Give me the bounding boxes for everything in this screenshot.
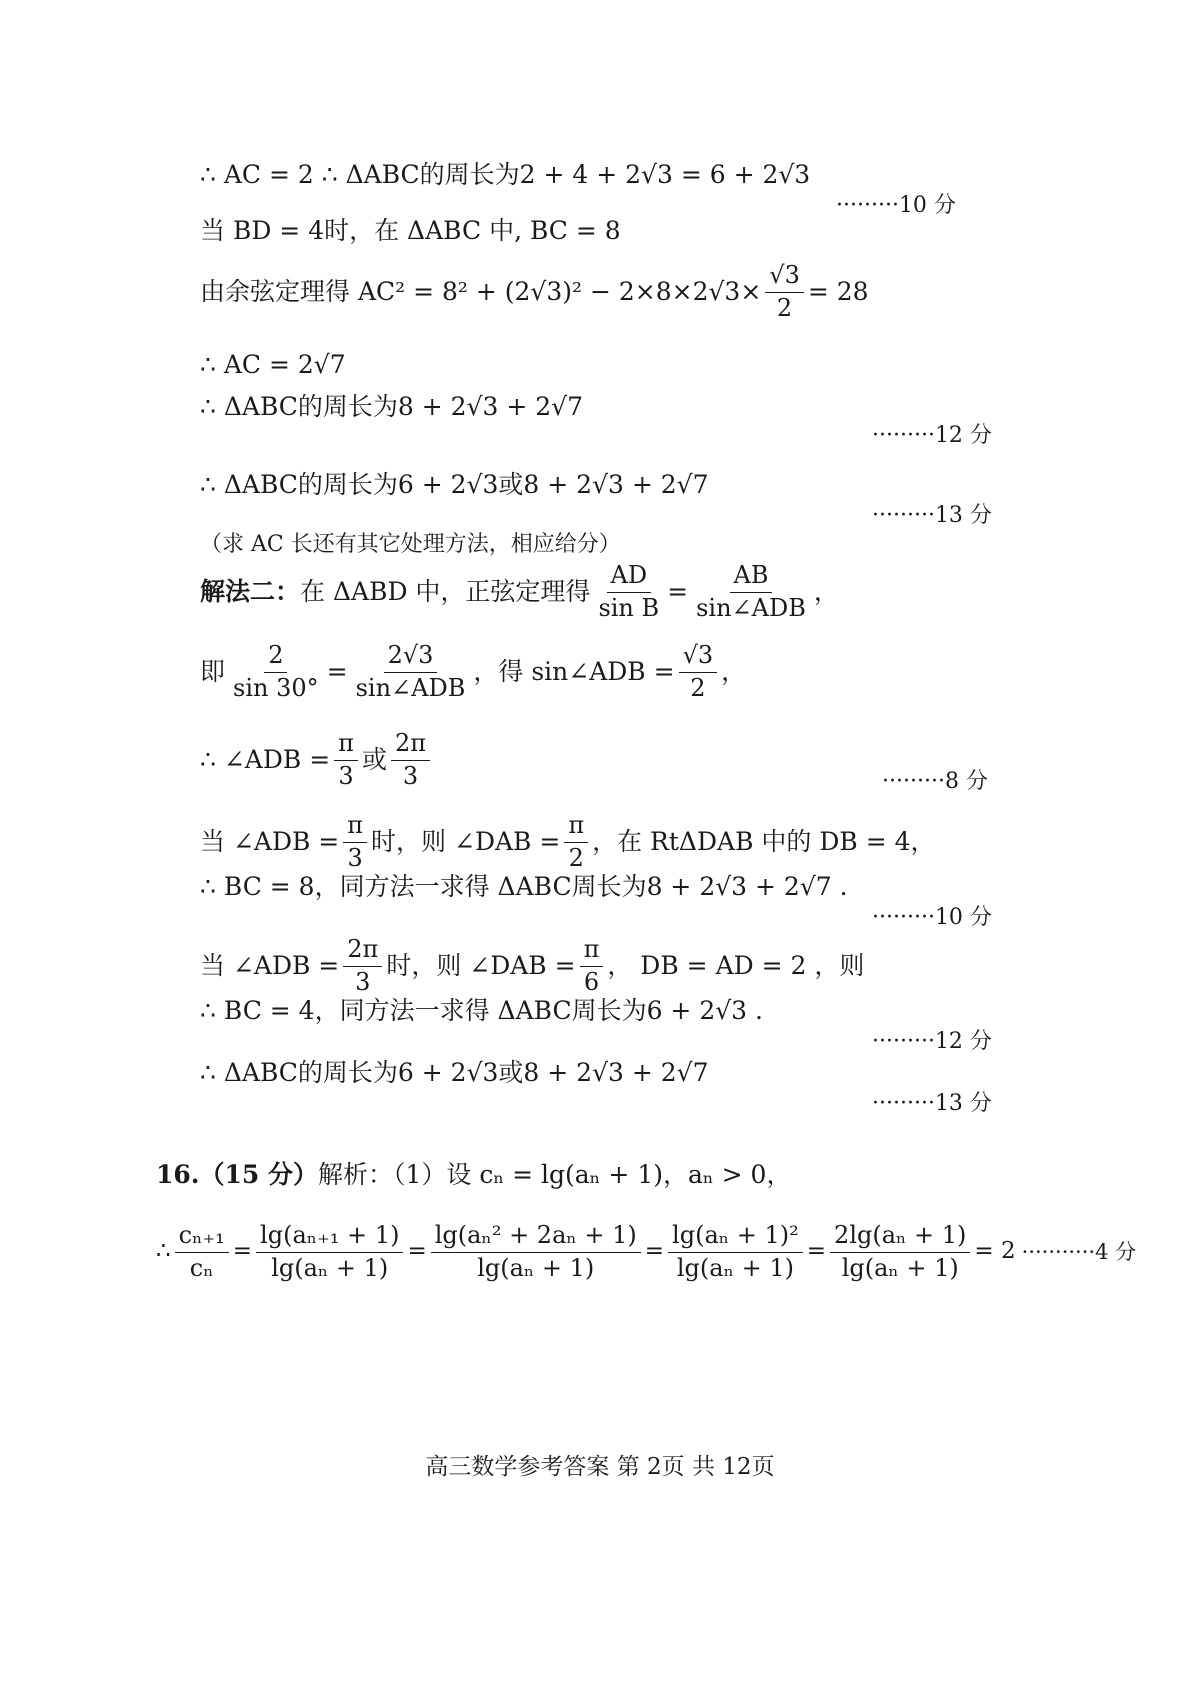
denominator: 3 — [402, 761, 419, 790]
line-cosine-law — [200, 262, 869, 322]
numerator: lg(aₙ + 1)² — [668, 1222, 803, 1253]
line-perimeter-conclusion: ∴ ΔABC的周长为6 + 2√3或8 + 2√3 + 2√7 — [200, 470, 709, 499]
line-bc-8: ∴ BC = 8，同方法一求得 ΔABC周长为8 + 2√3 + 2√7 . — [200, 872, 848, 901]
numerator: π — [564, 812, 588, 843]
numerator: π — [580, 936, 604, 967]
line-ratio — [156, 1222, 1136, 1282]
score-13: ·········13 分 — [872, 503, 992, 528]
numerator: AB — [730, 562, 773, 593]
line-bc-4: ∴ BC = 4，同方法一求得 ΔABC周长为6 + 2√3 . — [200, 996, 763, 1025]
case-middle: 时，则 ∠DAB = — [386, 951, 576, 981]
therefore-sign: ∴ — [156, 1238, 171, 1265]
fraction — [564, 812, 588, 872]
line-perimeter-conclusion-b: ∴ ΔABC的周长为6 + 2√3或8 + 2√3 + 2√7 — [200, 1058, 709, 1087]
equals-sign: = — [407, 1238, 427, 1265]
line-bd-4: 当 BD = 4时，在 ΔABC 中, BC = 8 — [200, 216, 621, 245]
equals-sign: = — [806, 1238, 827, 1265]
cosine-law-result: = 28 — [807, 277, 869, 307]
equals-sign: = — [644, 1238, 665, 1265]
fraction — [175, 1222, 229, 1282]
denominator: sin∠ADB — [696, 593, 806, 622]
line-question-16 — [156, 1160, 791, 1190]
denominator: lg(aₙ + 1) — [271, 1253, 389, 1282]
fraction — [352, 642, 470, 702]
punctuation: ， — [813, 577, 839, 607]
fraction — [229, 642, 323, 702]
fraction — [830, 1222, 970, 1282]
line-case-2pi-3 — [200, 936, 864, 996]
question-16-label: 16.（15 分） — [156, 1160, 318, 1189]
line-ac-2sqrt7: ∴ AC = 2√7 — [200, 350, 346, 379]
numerator: lg(aₙ₊₁ + 1) — [256, 1222, 403, 1253]
method-two-label: 解法二： — [200, 577, 301, 607]
sine-law-middle: ，得 sin∠ADB = — [473, 657, 675, 687]
note-other-methods: （求 AC 长还有其它处理方法，相应给分） — [200, 532, 621, 557]
case-middle: 时，则 ∠DAB = — [371, 827, 561, 857]
equals-sign: = — [667, 577, 689, 607]
ratio-result: = 2 — [974, 1238, 1016, 1265]
numerator: 2π — [391, 730, 430, 761]
question-16-text: 解析：（1）设 cₙ = lg(aₙ + 1)，aₙ > 0， — [318, 1160, 792, 1189]
denominator: sin 30° — [233, 673, 319, 702]
score-13-b: ·········13 分 — [872, 1091, 992, 1116]
fraction — [679, 642, 718, 702]
case-prefix: 当 ∠ADB = — [200, 951, 340, 981]
equals-sign: = — [232, 1238, 253, 1265]
score-12: ·········12 分 — [872, 423, 992, 448]
fraction — [668, 1222, 803, 1282]
case-prefix: 当 ∠ADB = — [200, 827, 340, 857]
line-method-two — [200, 562, 839, 622]
line-ac-2: ∴ AC = 2 ∴ ΔABC的周长为2 + 4 + 2√3 = 6 + 2√3 — [200, 160, 811, 189]
denominator: lg(aₙ + 1) — [676, 1253, 794, 1282]
denominator: 3 — [355, 967, 371, 996]
numerator: √3 — [765, 262, 804, 293]
denominator: 6 — [583, 967, 600, 996]
method-two-text: 在 ΔABD 中，正弦定理得 — [300, 577, 591, 607]
fraction — [594, 562, 663, 622]
denominator: lg(aₙ + 1) — [841, 1253, 959, 1282]
numerator: π — [334, 730, 358, 761]
numerator: √3 — [679, 642, 718, 673]
fraction — [765, 262, 804, 322]
fraction — [580, 936, 604, 996]
fraction — [343, 936, 382, 996]
fraction — [692, 562, 810, 622]
numerator: lg(aₙ² + 2aₙ + 1) — [431, 1222, 641, 1253]
fraction — [343, 812, 367, 872]
denominator: 2 — [690, 673, 706, 702]
or-word: 或 — [361, 745, 387, 775]
denominator: cₙ — [189, 1253, 214, 1282]
denominator: sin B — [598, 593, 660, 622]
page-footer: 高三数学参考答案 第 2页 共 12页 — [425, 1454, 775, 1480]
numerator: cₙ₊₁ — [175, 1222, 229, 1253]
fraction — [256, 1222, 403, 1282]
numerator: 2 — [264, 642, 287, 673]
denominator: 3 — [338, 761, 354, 790]
denominator: 3 — [347, 843, 363, 872]
numerator: 2lg(aₙ + 1) — [830, 1222, 970, 1253]
case-end: ， DB = AD = 2 ，则 — [607, 951, 865, 981]
score-8: ·········8 分 — [882, 769, 988, 794]
numerator: AD — [607, 562, 652, 593]
score-12-b: ·········12 分 — [872, 1029, 992, 1054]
denominator: 2 — [568, 843, 584, 872]
numerator: 2π — [343, 936, 382, 967]
case-end: ，在 RtΔDAB 中的 DB = 4， — [592, 827, 936, 857]
line-sine-law — [200, 642, 746, 702]
denominator: 2 — [776, 293, 793, 322]
score-4: ···········4 分 — [1021, 1239, 1137, 1264]
line-angle-adb — [200, 730, 434, 790]
equals-sign: = — [326, 657, 348, 687]
line-case-pi-3 — [200, 812, 936, 872]
denominator: lg(aₙ + 1) — [477, 1253, 595, 1282]
punctuation: ， — [721, 657, 747, 687]
score-10-b: ·········10 分 — [872, 905, 992, 930]
line-perimeter-a: ∴ ΔABC的周长为8 + 2√3 + 2√7 — [200, 392, 583, 421]
fraction — [334, 730, 358, 790]
score-10: ·········10 分 — [836, 193, 956, 218]
numerator: 2√3 — [384, 642, 438, 673]
denominator: sin∠ADB — [355, 673, 466, 702]
fraction — [431, 1222, 641, 1282]
fraction — [391, 730, 430, 790]
numerator: π — [343, 812, 367, 843]
angle-adb-prefix: ∴ ∠ADB = — [200, 745, 331, 775]
cosine-law-text: 由余弦定理得 AC² = 8² + (2√3)² − 2×8×2√3× — [200, 277, 762, 307]
sine-law-prefix: 即 — [200, 657, 226, 687]
